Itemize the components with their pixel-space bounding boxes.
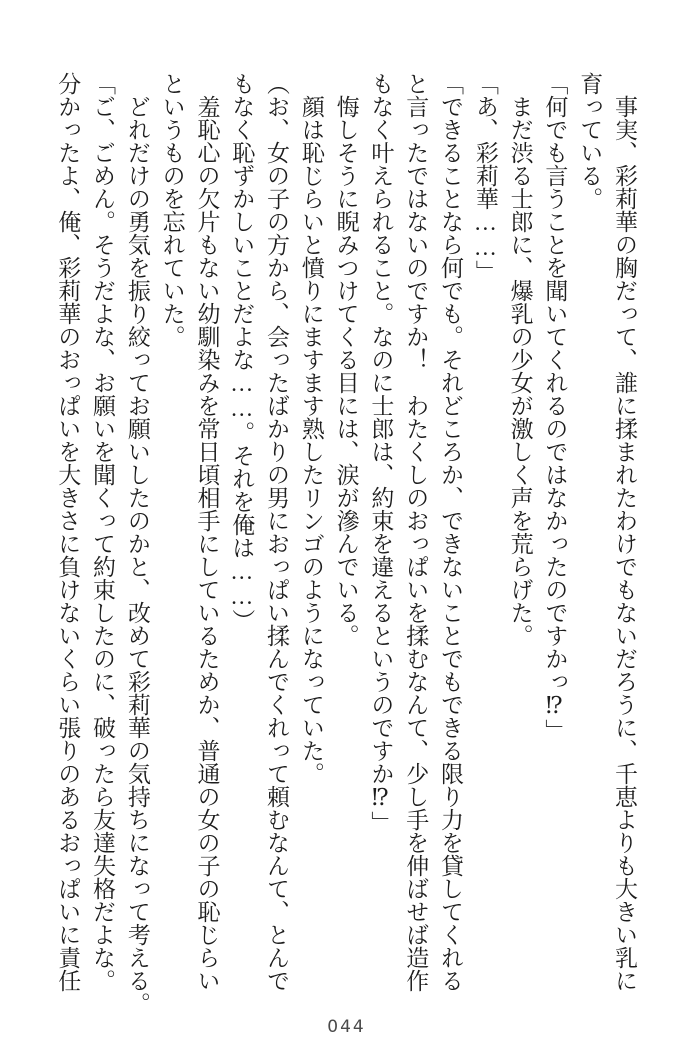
text-line: 「ご、ごめん。そうだよな、お願いを聞くって約束したのに、破ったら友達失格だよな。 — [90, 72, 116, 992]
body-text — [49, 72, 641, 1015]
text-line: 「あ、彩莉華……」 — [472, 72, 498, 283]
text-line: というものを忘れていた。 — [159, 72, 185, 348]
text-line: もなく叶えられること。なのに士郎は、約束を違えるというのですか⁉」 — [368, 72, 394, 834]
text-line: と言ったではないのですか！ わたくしのおっぱいを揉むなんて、少し手を伸ばせば造作 — [403, 72, 429, 992]
text-line: もなく恥ずかしいことだよな……。それを俺は……） — [229, 72, 255, 632]
text-line: どれだけの勇気を振り絞ってお願いしたのかと、改めて彩莉華の気持ちになって考える。 — [124, 95, 150, 1015]
text-line: まだ渋る士郎に、爆乳の少女が激しく声を荒らげた。 — [507, 95, 533, 647]
text-line: 「できることなら何でも。それどころか、できないことでもできる限り力を貸してくれる — [438, 72, 464, 992]
page-number: 044 — [327, 1017, 366, 1037]
text-line: 育っている。 — [577, 72, 603, 210]
text-line: 事実、彩莉華の胸だって、誰に揉まれたわけでもないだろうに、千恵よりも大きい乳に — [612, 95, 637, 992]
text-line: 顔は恥じらいと憤りにますます熟したリンゴのようになっていた。 — [298, 95, 324, 785]
text-line: （お、女の子の方から、会ったばかりの男におっぱい揉んでくれって頼むなんて、とんで — [264, 72, 290, 992]
text-line: 分かったよ、俺、彩莉華のおっぱいを大きさに負けないくらい張りのあるおっぱいに責任 — [55, 72, 81, 992]
text-line: 羞恥心の欠片もない幼馴染みを常日頃相手にしているためか、普通の女の子の恥じらい — [194, 95, 220, 992]
text-line: 「何でも言うことを聞いてくれるのではなかったのですかっ⁉」 — [542, 72, 568, 742]
text-line: 悔しそうに睨みつけてくる目には、涙が滲んでいる。 — [333, 95, 359, 647]
